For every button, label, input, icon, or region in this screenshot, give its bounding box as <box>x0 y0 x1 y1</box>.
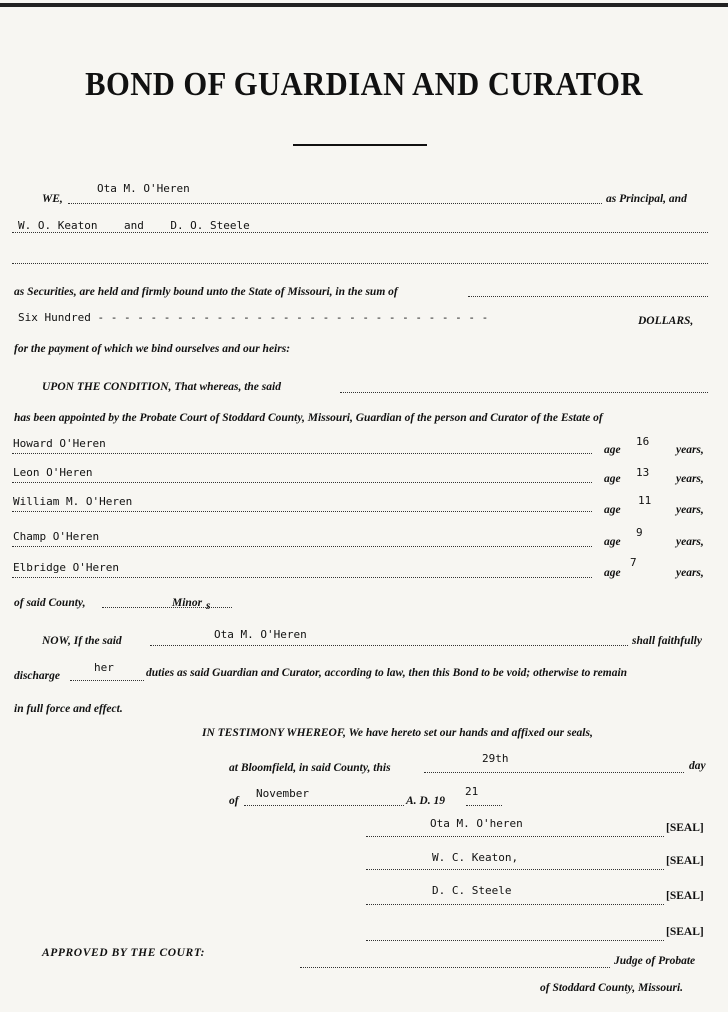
age-label: age <box>604 536 621 548</box>
minor-line <box>12 577 592 578</box>
approved-label: APPROVED BY THE COURT: <box>42 947 206 959</box>
we-label: WE, <box>42 193 63 205</box>
minor-line <box>12 453 592 454</box>
judge-label: Judge of Probate <box>614 955 696 967</box>
sum-line <box>468 296 708 297</box>
securities-line-1 <box>12 232 708 233</box>
minor-age: 7 <box>630 556 637 569</box>
document-title: BOND OF GUARDIAN AND CURATOR <box>85 66 643 103</box>
securities-names: W. O. Keaton and D. O. Steele <box>18 219 250 232</box>
seal-label: [SEAL] <box>666 926 704 938</box>
sum-amount: Six Hundred - - - - - - - - - - - - - - - - - - - - - - - - - - - - - - <box>18 311 489 324</box>
day-line <box>424 772 684 773</box>
discharge-label: discharge <box>14 670 60 682</box>
county-line <box>102 607 232 608</box>
minor-age: 11 <box>638 494 652 507</box>
now-line <box>150 645 628 646</box>
signature-name: D. C. Steele <box>432 884 512 897</box>
signature-line <box>366 836 664 837</box>
principal-line <box>68 203 602 204</box>
condition-intro: UPON THE CONDITION, That whereas, the said <box>42 381 281 393</box>
dollars-label: DOLLARS, <box>638 315 694 327</box>
appointed-text: has been appointed by the Probate Court of Stoddard County, Missouri, Guardian of the person and Curator of the Estate of <box>14 412 603 424</box>
minor-name: Champ O'Heren <box>13 530 100 543</box>
of-label: of <box>229 795 239 807</box>
signature-line <box>366 904 664 905</box>
securities-text: as Securities, are held and firmly bound unto the State of Missouri, in the sum of <box>14 286 398 298</box>
minors-label: Minor <box>172 597 203 609</box>
now-name: Ota M. O'Heren <box>214 628 307 641</box>
month-value: November <box>256 787 309 800</box>
testimony-text: IN TESTIMONY WHEREOF, We have hereto set our hands and affixed our seals, <box>202 727 593 739</box>
age-label: age <box>604 567 621 579</box>
seal-label: [SEAL] <box>666 822 704 834</box>
minor-age: 9 <box>636 526 643 539</box>
judge-line <box>300 967 610 968</box>
top-border-line <box>0 3 728 7</box>
principal-suffix: as Principal, and <box>606 193 687 205</box>
condition-line <box>340 392 708 393</box>
minor-name: Leon O'Heren <box>13 466 93 479</box>
minor-age: 16 <box>636 435 650 448</box>
years-label: years, <box>676 536 704 548</box>
years-label: years, <box>676 444 704 456</box>
years-label: years, <box>676 473 704 485</box>
minor-line <box>12 546 592 547</box>
pronoun: her <box>94 661 114 674</box>
signature-line <box>366 940 664 941</box>
minor-name: William M. O'Heren <box>13 495 133 508</box>
minor-name: Elbridge O'Heren <box>13 561 119 574</box>
years-label: years, <box>676 567 704 579</box>
payment-text: for the payment of which we bind ourselves and our heirs: <box>14 343 291 355</box>
day-value: 29th <box>482 752 509 765</box>
county-text: of said County, <box>14 597 86 609</box>
faithfully-label: shall faithfully <box>632 635 702 647</box>
signature-name: Ota M. O'heren <box>430 817 523 830</box>
year-value: 21 <box>465 785 479 798</box>
seal-label: [SEAL] <box>666 855 704 867</box>
minor-age: 13 <box>636 466 650 479</box>
full-force-text: in full force and effect. <box>14 703 123 715</box>
duties-text: duties as said Guardian and Curator, according to law, then this Bond to be void; otherwise to remain <box>146 667 628 679</box>
year-line <box>466 805 502 806</box>
minor-line <box>12 482 592 483</box>
minor-line <box>12 511 592 512</box>
title-underline <box>293 144 427 146</box>
principal-name: Ota M. O'Heren <box>97 182 190 195</box>
testimony-at-text: at Bloomfield, in said County, this <box>229 762 391 774</box>
pronoun-line <box>70 680 144 681</box>
years-label: years, <box>676 504 704 516</box>
county-label: of Stoddard County, Missouri. <box>540 982 684 994</box>
seal-label: [SEAL] <box>666 890 704 902</box>
minor-name: Howard O'Heren <box>13 437 106 450</box>
signature-name: W. C. Keaton, <box>432 851 519 864</box>
month-line <box>244 805 404 806</box>
age-label: age <box>604 504 621 516</box>
age-label: age <box>604 444 621 456</box>
securities-line-2 <box>12 263 708 264</box>
age-label: age <box>604 473 621 485</box>
signature-line <box>366 869 664 870</box>
day-label: day <box>689 760 706 772</box>
minors-suffix: s <box>206 600 211 612</box>
now-intro: NOW, If the said <box>42 635 122 647</box>
ad-label: A. D. 19 <box>406 795 445 807</box>
